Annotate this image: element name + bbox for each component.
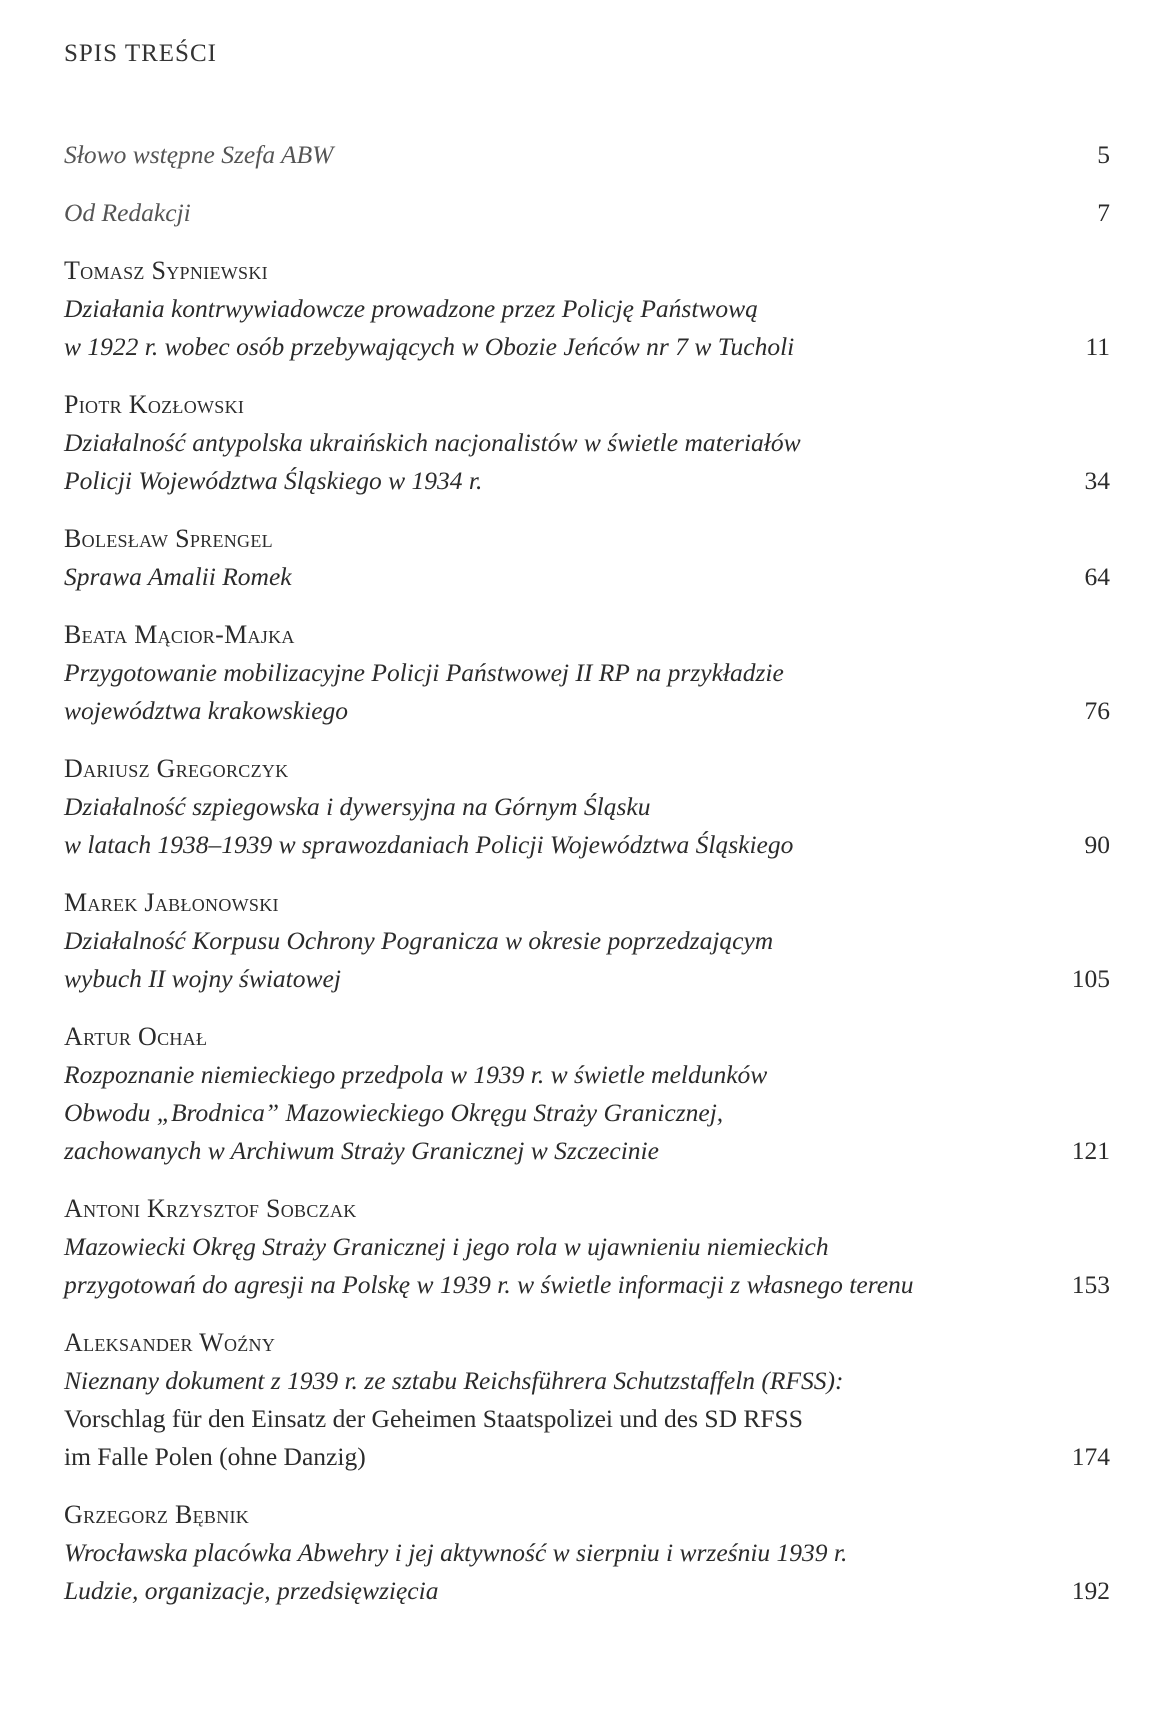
toc-entry-editorial[interactable] — [64, 194, 1110, 232]
page-number: 121 — [1071, 1136, 1110, 1165]
toc-entry[interactable] — [64, 386, 1110, 500]
entry-author: Antoni Krzysztof Sobczak — [64, 1194, 357, 1223]
page-heading: SPIS TREŚCI — [64, 40, 217, 67]
entry-title-line: Przygotowanie mobilizacyjne Policji Państwowej II RP na przykładzie — [64, 658, 784, 687]
entry-title-line: w 1922 r. wobec osób przebywających w Obozie Jeńców nr 7 w Tucholi — [64, 332, 795, 361]
entry-title: Słowo wstępne Szefa ABW — [64, 140, 334, 169]
table-of-contents — [64, 136, 1110, 1630]
toc-entry-foreword[interactable] — [64, 136, 1110, 174]
entry-author: Aleksander Woźny — [64, 1328, 276, 1357]
toc-entry[interactable] — [64, 616, 1110, 730]
toc-entry[interactable] — [64, 884, 1110, 998]
entry-title-line: Wrocławska placówka Abwehry i jej aktywność w sierpniu i wrześniu 1939 r. — [64, 1538, 848, 1567]
entry-title-line: im Falle Polen (ohne Danzig) — [64, 1442, 366, 1471]
entry-title-line: Mazowiecki Okręg Straży Granicznej i jego rola w ujawnieniu niemieckich — [64, 1232, 829, 1261]
toc-entry[interactable] — [64, 520, 1110, 596]
entry-title-line: Nieznany dokument z 1939 r. ze sztabu Reichsführera Schutzstaffeln (RFSS): — [64, 1366, 844, 1395]
entry-title-line: Działalność Korpusu Ochrony Pogranicza w okresie poprzedzającym — [64, 926, 774, 955]
entry-title-line: Vorschlag für den Einsatz der Geheimen Staatspolizei und des SD RFSS — [64, 1404, 803, 1433]
page-number: 11 — [1085, 332, 1110, 361]
toc-page — [64, 0, 1110, 1716]
entry-title-line: Działalność antypolska ukraińskich nacjonalistów w świetle materiałów — [64, 428, 801, 457]
entry-author: Beata Mącior-Majka — [64, 620, 295, 649]
entry-author: Tomasz Sypniewski — [64, 256, 268, 285]
toc-entry[interactable] — [64, 1190, 1110, 1304]
entry-title-line: województwa krakowskiego — [64, 696, 349, 725]
entry-title-line: Działania kontrwywiadowcze prowadzone przez Policję Państwową — [64, 294, 758, 323]
entry-title-line: Policji Województwa Śląskiego w 1934 r. — [64, 466, 483, 495]
entry-author: Marek Jabłonowski — [64, 888, 279, 917]
page-number: 90 — [1084, 830, 1110, 859]
entry-title-line: wybuch II wojny światowej — [64, 964, 341, 993]
page-number: 64 — [1084, 562, 1110, 591]
toc-entry[interactable] — [64, 1496, 1110, 1610]
entry-author: Grzegorz Bębnik — [64, 1500, 250, 1529]
entry-title-line: w latach 1938–1939 w sprawozdaniach Policji Województwa Śląskiego — [64, 830, 794, 859]
page-number: 192 — [1071, 1576, 1110, 1605]
entry-title-line: Ludzie, organizacje, przedsięwzięcia — [64, 1576, 439, 1605]
toc-entry[interactable] — [64, 1018, 1110, 1170]
page-number: 105 — [1071, 964, 1110, 993]
entry-title-line: Działalność szpiegowska i dywersyjna na Górnym Śląsku — [64, 792, 651, 821]
page-number: 174 — [1071, 1442, 1110, 1471]
page-number: 153 — [1071, 1270, 1110, 1299]
page-number: 76 — [1084, 696, 1110, 725]
toc-entry[interactable] — [64, 252, 1110, 366]
entry-title-line: Rozpoznanie niemieckiego przedpola w 1939 r. w świetle meldunków — [64, 1060, 768, 1089]
page-number: 7 — [1097, 198, 1110, 227]
page-number: 34 — [1084, 466, 1110, 495]
entry-title-line: zachowanych w Archiwum Straży Granicznej w Szczecinie — [64, 1136, 659, 1165]
entry-author: Bolesław Sprengel — [64, 524, 273, 553]
entry-title: Od Redakcji — [64, 198, 191, 227]
entry-author: Piotr Kozłowski — [64, 390, 245, 419]
page-number: 5 — [1097, 140, 1110, 169]
entry-title-line: przygotowań do agresji na Polskę w 1939 r. w świetle informacji z własnego terenu — [64, 1270, 914, 1299]
entry-title-line: Obwodu „Brodnica” Mazowieckiego Okręgu Straży Granicznej, — [64, 1098, 724, 1127]
entry-title-line: Sprawa Amalii Romek — [64, 562, 292, 591]
entry-author: Artur Ochał — [64, 1022, 208, 1051]
toc-entry[interactable] — [64, 1324, 1110, 1476]
toc-entry[interactable] — [64, 750, 1110, 864]
entry-author: Dariusz Gregorczyk — [64, 754, 289, 783]
